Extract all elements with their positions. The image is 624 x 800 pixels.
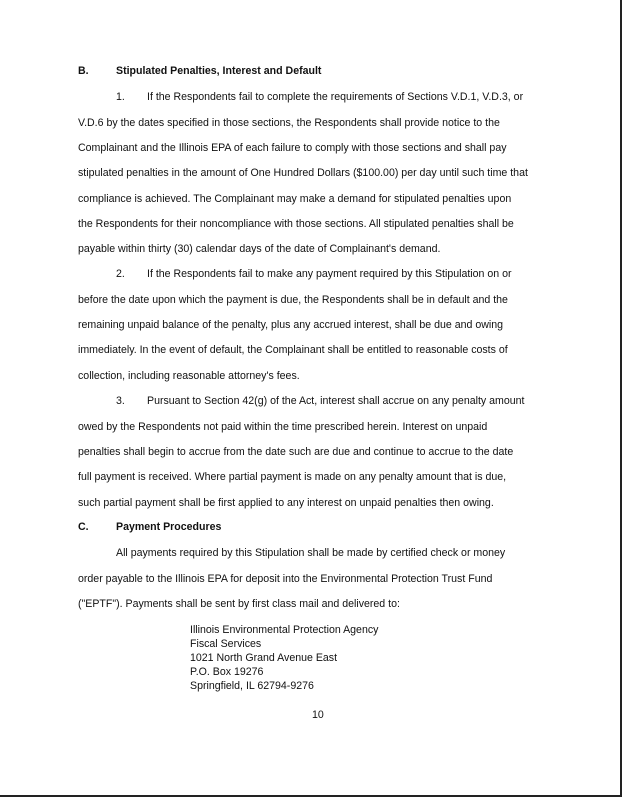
paragraph-2-line: collection, including reasonable attorney's fees. — [78, 370, 300, 382]
paragraph-3-line: such partial payment shall be first applied to any interest on unpaid penalties then owing. — [78, 497, 494, 509]
section-c-heading — [78, 521, 221, 533]
payment-line: order payable to the Illinois EPA for deposit into the Environmental Protection Trust Fund — [78, 573, 493, 585]
paragraph-1-number: 1. — [116, 91, 125, 103]
paragraph-2-line: immediately. In the event of default, the Complainant shall be entitled to reasonable costs of — [78, 344, 508, 356]
paragraph-1-line: stipulated penalties in the amount of One Hundred Dollars ($100.00) per day until such time that — [78, 167, 528, 179]
paragraph-1-line: compliance is achieved. The Complainant may make a demand for stipulated penalties upon — [78, 193, 512, 205]
section-c-title: Payment Procedures — [116, 521, 222, 533]
section-b-letter: B. — [78, 65, 89, 77]
paragraph-2-line: If the Respondents fail to make any payment required by this Stipulation on or — [147, 268, 512, 280]
page-number: 10 — [312, 709, 324, 721]
mailing-address — [190, 623, 378, 693]
paragraph-3-number: 3. — [116, 395, 125, 407]
paragraph-3-line: full payment is received. Where partial payment is made on any penalty amount that is due, — [78, 471, 507, 483]
section-b-heading — [78, 65, 321, 77]
paragraph-2-number: 2. — [116, 268, 125, 280]
payment-line: ("EPTF"). Payments shall be sent by first class mail and delivered to: — [78, 598, 400, 610]
payment-line: All payments required by this Stipulation shall be made by certified check or money — [116, 547, 506, 559]
paragraph-2-line: before the date upon which the payment is due, the Respondents shall be in default and the — [78, 294, 508, 306]
scan-border-bottom — [0, 795, 622, 797]
paragraph-3-line: Pursuant to Section 42(g) of the Act, interest shall accrue on any penalty amount — [147, 395, 525, 407]
paragraph-1-line: Complainant and the Illinois EPA of each failure to comply with those sections and shall pay — [78, 142, 507, 154]
address-line: Illinois Environmental Protection Agency — [190, 624, 379, 636]
paragraph-1-line: payable within thirty (30) calendar days of the date of Complainant's demand. — [78, 243, 441, 255]
address-line: P.O. Box 19276 — [190, 666, 264, 678]
scan-border-right — [620, 0, 622, 796]
paragraph-3-line: penalties shall begin to accrue from the date such are due and continue to accrue to the date — [78, 446, 514, 458]
paragraph-1-line: the Respondents for their noncompliance with those sections. All stipulated penalties shall be — [78, 218, 514, 230]
section-c-letter: C. — [78, 521, 89, 533]
address-line: Springfield, IL 62794-9276 — [190, 680, 314, 692]
paragraph-3-line: owed by the Respondents not paid within the time prescribed herein. Interest on unpaid — [78, 421, 488, 433]
section-b-title: Stipulated Penalties, Interest and Default — [116, 65, 322, 77]
paragraph-2-line: remaining unpaid balance of the penalty, plus any accrued interest, shall be due and owing — [78, 319, 504, 331]
address-line: 1021 North Grand Avenue East — [190, 652, 338, 664]
paragraph-1-line: V.D.6 by the dates specified in those sections, the Respondents shall provide notice to the — [78, 117, 500, 129]
paragraph-1-line: If the Respondents fail to complete the requirements of Sections V.D.1, V.D.3, or — [147, 91, 524, 103]
address-line: Fiscal Services — [190, 638, 262, 650]
